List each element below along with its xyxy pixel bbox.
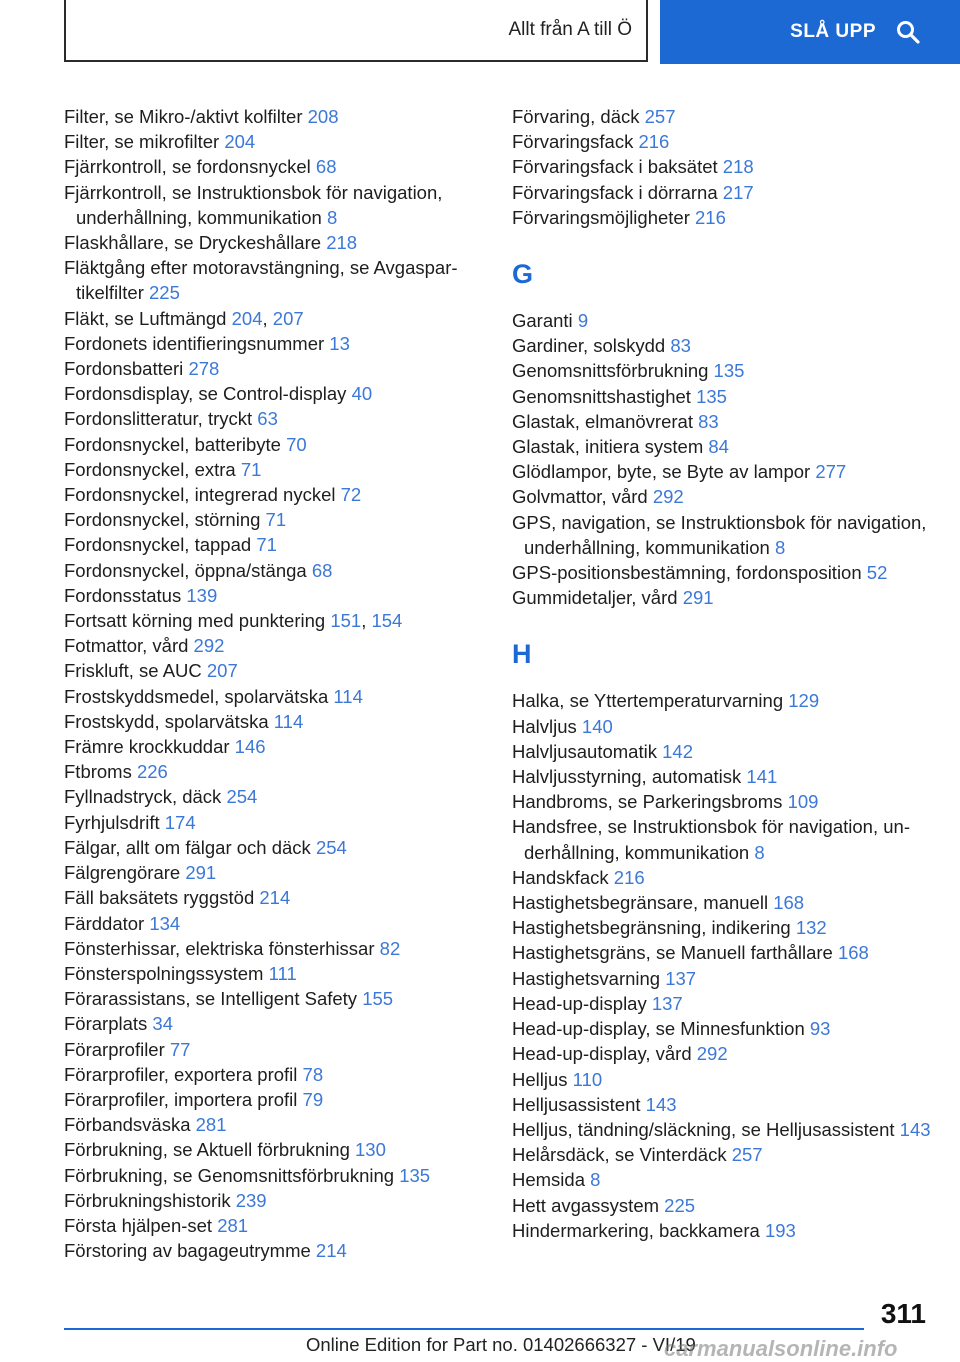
- index-term: Fälgrengörare: [64, 862, 186, 884]
- index-entry: [64, 129, 484, 154]
- index-entry: [512, 814, 932, 864]
- page-link[interactable]: 225: [664, 1194, 696, 1216]
- page-link[interactable]: 52: [866, 562, 888, 584]
- index-term: Hett avgassystem: [512, 1194, 665, 1216]
- index-term: Förarassistans, se Intelligent Safety: [64, 988, 363, 1010]
- index-entry: [64, 911, 484, 936]
- page-link[interactable]: 208: [307, 106, 339, 127]
- index-entry: [512, 1016, 932, 1041]
- index-entry: [64, 961, 484, 986]
- index-entry: [64, 482, 484, 507]
- page-link[interactable]: 239: [235, 1189, 267, 1211]
- index-entry: [64, 331, 484, 356]
- index-entry: [512, 434, 932, 459]
- page-link[interactable]: 139: [186, 584, 218, 606]
- index-term: Förvaringsfack: [512, 131, 639, 153]
- index-term: Fäll baksätets ryggstöd: [64, 887, 260, 909]
- index-entry: [64, 936, 484, 961]
- index-entry: [64, 1037, 484, 1062]
- page-link[interactable]: 111: [268, 962, 297, 984]
- index-term: Filter, se Mikro-/aktivt kolfilter: [64, 106, 308, 127]
- index-term: Halvljusautomatik: [512, 740, 663, 762]
- page-link[interactable]: 77: [169, 1038, 191, 1060]
- page-link[interactable]: 154: [371, 610, 403, 632]
- index-entry: [64, 532, 484, 557]
- index-column-right: [512, 104, 932, 1243]
- index-column-left: [64, 104, 484, 1263]
- index-term: Hastighetsvarning: [512, 967, 666, 989]
- index-term: Glastak, elmanövrerat: [512, 410, 699, 432]
- page-link[interactable]: 281: [195, 1114, 227, 1136]
- index-entry: [64, 658, 484, 683]
- index-entry: [512, 384, 932, 409]
- page-link[interactable]: 254: [315, 836, 347, 858]
- index-entry: [512, 484, 932, 509]
- index-term: Gummidetaljer, vård: [512, 587, 683, 609]
- page-link[interactable]: 134: [149, 912, 181, 934]
- index-term: Hastighetsbegränsare, manuell: [512, 892, 774, 914]
- index-group-h: [512, 688, 932, 1242]
- index-term: Fordonslitteratur, tryckt: [64, 408, 258, 430]
- page-link[interactable]: 79: [302, 1088, 324, 1110]
- page-link[interactable]: 71: [256, 534, 277, 556]
- index-entry: [512, 1142, 932, 1167]
- search-tab[interactable]: [660, 0, 960, 64]
- index-term: Fordonsnyckel, störning: [64, 509, 266, 531]
- index-entry: [512, 714, 932, 739]
- section-letter-g: G: [512, 259, 534, 290]
- index-entry: [512, 739, 932, 764]
- page-link[interactable]: 291: [185, 862, 217, 884]
- index-entry: [64, 457, 484, 482]
- index-term: Ftbroms: [64, 761, 137, 783]
- page-link[interactable]: 204: [224, 131, 256, 153]
- page-link[interactable]: 207: [272, 307, 304, 329]
- index-group-f-continued: [512, 104, 932, 230]
- index-entry: [64, 406, 484, 431]
- index-term: Fönsterhissar, elektriska fönsterhissar: [64, 937, 380, 959]
- page-link[interactable]: 141: [746, 766, 778, 788]
- index-entry: [64, 1011, 484, 1036]
- index-term: Halka, se Yttertemperaturvarning: [512, 690, 789, 712]
- page-link[interactable]: 225: [149, 282, 180, 304]
- index-term: Hastighetsbegränsning, indikering: [512, 917, 796, 939]
- index-term: Förvaringsfack i baksätet: [512, 156, 723, 178]
- index-entry: [64, 1188, 484, 1213]
- page-link[interactable]: 34: [152, 1013, 173, 1035]
- index-entry: [512, 1092, 932, 1117]
- index-term: Fordonsnyckel, öppna/stänga: [64, 559, 312, 581]
- index-term: Förbandsväska: [64, 1114, 196, 1136]
- index-term: Hemsida: [512, 1169, 591, 1191]
- index-term: Främre krockkuddar: [64, 736, 235, 758]
- index-entry: [512, 129, 932, 154]
- index-entry: [64, 860, 484, 885]
- index-entry: [64, 1112, 484, 1137]
- index-entry: [512, 205, 932, 230]
- footer-divider: [64, 1328, 864, 1330]
- index-entry: [64, 633, 484, 658]
- page-link[interactable]: 40: [351, 383, 373, 405]
- index-term: Förvaringsmöjligheter: [512, 206, 696, 228]
- index-entry: [512, 915, 932, 940]
- page-link[interactable]: 143: [645, 1093, 677, 1115]
- index-term: Friskluft, se AUC: [64, 660, 207, 682]
- index-entry: [512, 180, 932, 205]
- page-link[interactable]: 132: [795, 917, 827, 939]
- page-link[interactable]: 214: [259, 887, 291, 909]
- index-entry: [64, 608, 484, 633]
- page-link[interactable]: 277: [815, 461, 847, 483]
- index-term: Första hjälpen-set: [64, 1214, 218, 1236]
- page-link[interactable]: 83: [698, 410, 719, 432]
- index-term: Fotmattor, vård: [64, 635, 194, 657]
- page-link[interactable]: 292: [193, 635, 225, 657]
- index-entry: [64, 734, 484, 759]
- index-entry: [64, 885, 484, 910]
- index-term: Fortsatt körning med punktering: [64, 610, 331, 632]
- search-icon: [896, 20, 920, 44]
- index-entry: [64, 684, 484, 709]
- index-term: Helljus: [512, 1068, 573, 1090]
- index-entry: [512, 1041, 932, 1066]
- page-link[interactable]: 93: [809, 1018, 831, 1040]
- index-term: Fordonsstatus: [64, 584, 187, 606]
- page-link[interactable]: 83: [670, 335, 691, 357]
- index-entry: [512, 585, 932, 610]
- index-entry: [512, 1193, 932, 1218]
- index-term: Förbrukning, se Aktuell förbrukning: [64, 1139, 356, 1161]
- index-term: Fälgar, allt om fälgar och däck: [64, 836, 316, 858]
- index-term: Handskfack: [512, 866, 614, 888]
- page-link[interactable]: 110: [572, 1068, 603, 1090]
- index-term: Fordonsnyckel, integrerad nyckel: [64, 484, 341, 506]
- page-link[interactable]: 254: [226, 786, 258, 808]
- index-term: Fjärrkontroll, se fordonsnyckel: [64, 156, 316, 178]
- page-link[interactable]: 114: [333, 685, 363, 707]
- index-entry: [512, 991, 932, 1016]
- index-entry: [512, 510, 932, 560]
- index-term: Fyllnadstryck, däck: [64, 786, 227, 808]
- index-entry: [512, 688, 932, 713]
- page-link[interactable]: 292: [652, 486, 684, 508]
- page-link[interactable]: 207: [206, 660, 238, 682]
- index-term: GPS, navigation, se Instruktionsbok för navigation, underhållning, kommunikation: [512, 511, 927, 558]
- index-term: Förarplats: [64, 1013, 153, 1035]
- index-term: Fordonsnyckel, tappad: [64, 534, 257, 556]
- index-entry: [512, 104, 932, 129]
- page-link[interactable]: 8: [754, 841, 765, 863]
- page-link[interactable]: 84: [708, 436, 729, 458]
- index-entry: [512, 940, 932, 965]
- index-entry: [512, 1167, 932, 1192]
- index-entry: [64, 1062, 484, 1087]
- index-term: Gardiner, solskydd: [512, 335, 671, 357]
- index-term: Glastak, initiera system: [512, 436, 709, 458]
- page-link[interactable]: 142: [662, 740, 693, 762]
- page-link[interactable]: 114: [273, 710, 304, 732]
- page-link[interactable]: 143: [899, 1118, 931, 1140]
- index-term: Golvmattor, vård: [512, 486, 653, 508]
- index-entry: [512, 333, 932, 358]
- page-link[interactable]: 155: [362, 988, 394, 1010]
- index-term: Fläkt, se Luftmängd: [64, 307, 232, 329]
- page-link[interactable]: 278: [188, 358, 220, 380]
- index-term: Förvaring, däck: [512, 106, 645, 127]
- index-term: Hastighetsgräns, se Manuell farthållare: [512, 942, 838, 964]
- index-term: Glödlampor, byte, se Byte av lampor: [512, 461, 816, 483]
- page-link[interactable]: 217: [722, 181, 754, 203]
- index-entry: [512, 358, 932, 383]
- index-entry: [64, 432, 484, 457]
- page-link[interactable]: 216: [695, 206, 726, 228]
- index-term: Helljus, tändning/släckning, se Helljusassistent: [512, 1118, 900, 1140]
- search-tab-label: SLÅ UPP: [790, 21, 876, 42]
- page-link[interactable]: 135: [713, 360, 745, 382]
- index-entry: [512, 966, 932, 991]
- index-term: Förvaringsfack i dörrarna: [512, 181, 723, 203]
- page-link[interactable]: 71: [240, 458, 262, 480]
- index-term: Fordonsnyckel, extra: [64, 458, 241, 480]
- page-link[interactable]: 78: [302, 1063, 324, 1085]
- index-entry: [512, 1218, 932, 1243]
- index-term: Handsfree, se Instruktionsbok för navigation, underhållning, kommunikation: [512, 816, 910, 863]
- index-term: Förarprofiler, exportera profil: [64, 1063, 303, 1085]
- index-term: Handbroms, se Parkeringsbroms: [512, 791, 788, 813]
- page-link[interactable]: 151: [330, 610, 362, 632]
- page-link[interactable]: 63: [257, 408, 278, 430]
- index-term: Fläktgång efter motoravstängning, se Avgaspartikelfilter: [64, 257, 458, 304]
- index-entry: [64, 1087, 484, 1112]
- page-link[interactable]: 193: [764, 1219, 796, 1241]
- index-term: Fordonets identifieringsnummer: [64, 332, 330, 354]
- index-term: Förarprofiler: [64, 1038, 170, 1060]
- page-link[interactable]: 72: [340, 484, 362, 506]
- index-tab-label: Allt från A till Ö: [508, 19, 632, 40]
- index-term: Head-up-display, vård: [512, 1043, 697, 1065]
- page-link[interactable]: 281: [217, 1214, 249, 1236]
- index-entry: [64, 1163, 484, 1188]
- index-entry: [512, 890, 932, 915]
- index-entry: [64, 759, 484, 784]
- page-link[interactable]: 218: [326, 232, 358, 254]
- page-separator: ,: [262, 307, 273, 329]
- page-link[interactable]: 9: [577, 310, 589, 332]
- page-link[interactable]: 216: [638, 131, 670, 153]
- index-term: Helljusassistent: [512, 1093, 646, 1115]
- index-term: Hindermarkering, backkamera: [512, 1219, 765, 1241]
- index-entry: [64, 255, 484, 305]
- index-tab[interactable]: [64, 0, 648, 62]
- page-link[interactable]: 257: [731, 1144, 763, 1166]
- index-entry: [64, 180, 484, 230]
- index-term: Förbrukning, se Genomsnittsförbrukning: [64, 1164, 400, 1186]
- page-link[interactable]: 71: [265, 509, 287, 531]
- index-entry: [64, 1238, 484, 1263]
- index-entry: [64, 154, 484, 179]
- index-entry: [64, 558, 484, 583]
- index-term: Förbrukningshistorik: [64, 1189, 236, 1211]
- footer-edition: Online Edition for Part no. 01402666327 - VI/19: [306, 1334, 696, 1355]
- index-term: Head-up-display, se Minnesfunktion: [512, 1018, 810, 1040]
- index-entry: [512, 1117, 932, 1142]
- index-term: Frostskyddsmedel, spolarvätska: [64, 685, 334, 707]
- index-term: Garanti: [512, 310, 578, 332]
- index-entry: [512, 560, 932, 585]
- page-link[interactable]: 82: [379, 937, 401, 959]
- index-term: Färddator: [64, 912, 150, 934]
- index-term: Fjärrkontroll, se Instruktionsbok för navigation, underhållning, kommunikation: [64, 181, 443, 228]
- page-link[interactable]: 140: [581, 715, 613, 737]
- page-link[interactable]: 226: [136, 761, 168, 783]
- index-term: Head-up-display: [512, 992, 652, 1014]
- page-link[interactable]: 168: [773, 892, 805, 914]
- index-term: Genomsnittshastighet: [512, 385, 697, 407]
- index-term: GPS-positionsbestämning, fordonsposition: [512, 562, 867, 584]
- index-entry: [512, 789, 932, 814]
- page-link[interactable]: 168: [837, 942, 869, 964]
- index-entry: [64, 583, 484, 608]
- page-link[interactable]: 214: [315, 1240, 347, 1262]
- index-term: Fönsterspolningssystem: [64, 962, 269, 984]
- index-entry: [64, 784, 484, 809]
- index-term: Halvljusstyrning, automatisk: [512, 766, 747, 788]
- index-entry: [64, 709, 484, 734]
- page-link[interactable]: 218: [722, 156, 754, 178]
- index-entry: [64, 356, 484, 381]
- page-link[interactable]: 257: [644, 106, 676, 127]
- index-entry: [512, 409, 932, 434]
- index-entry: [512, 865, 932, 890]
- index-group-g: [512, 308, 932, 610]
- page-link[interactable]: 174: [164, 811, 196, 833]
- page-link[interactable]: 135: [399, 1164, 431, 1186]
- index-entry: [512, 308, 932, 333]
- page-link[interactable]: 8: [326, 206, 338, 228]
- page-link[interactable]: 146: [234, 736, 266, 758]
- page-link[interactable]: 8: [774, 536, 786, 558]
- index-entry: [64, 835, 484, 860]
- page-link[interactable]: 216: [613, 866, 645, 888]
- index-term: Fordonsdisplay, se Control-display: [64, 383, 352, 405]
- page-link[interactable]: 137: [665, 967, 697, 989]
- page-link[interactable]: 137: [651, 992, 683, 1014]
- index-entry: [512, 764, 932, 789]
- page-link[interactable]: 109: [787, 791, 819, 813]
- index-term: Halvljus: [512, 715, 582, 737]
- index-term: Förarprofiler, importera profil: [64, 1088, 303, 1110]
- index-term: Frostskydd, spolarvätska: [64, 710, 274, 732]
- page-link[interactable]: 292: [696, 1043, 728, 1065]
- page-link[interactable]: 130: [355, 1139, 386, 1161]
- index-entry: [64, 507, 484, 532]
- index-entry: [64, 230, 484, 255]
- page-link[interactable]: 135: [696, 385, 727, 407]
- index-entry: [512, 1067, 932, 1092]
- page-link[interactable]: 204: [231, 307, 263, 329]
- index-entry: [64, 986, 484, 1011]
- page-link[interactable]: 129: [788, 690, 820, 712]
- index-term: Filter, se mikrofilter: [64, 131, 225, 153]
- watermark: carmanualsonline.info: [664, 1336, 898, 1361]
- page-link[interactable]: 8: [590, 1169, 601, 1191]
- section-letter-h: H: [512, 639, 532, 670]
- index-entry: [64, 306, 484, 331]
- page-link[interactable]: 68: [311, 559, 333, 581]
- page-number: 311: [880, 1298, 926, 1329]
- index-entry: [64, 381, 484, 406]
- index-term: Helårsdäck, se Vinterdäck: [512, 1144, 732, 1166]
- page-link[interactable]: 70: [286, 433, 307, 455]
- index-entry: [64, 1137, 484, 1162]
- index-entry: [512, 459, 932, 484]
- index-term: Förstoring av bagageutrymme: [64, 1240, 316, 1262]
- index-term: Flaskhållare, se Dryckeshållare: [64, 232, 327, 254]
- index-entry: [64, 1213, 484, 1238]
- page-link[interactable]: 291: [682, 587, 714, 609]
- index-term: Fordonsnyckel, batteribyte: [64, 433, 287, 455]
- index-term: Genomsnittsförbrukning: [512, 360, 714, 382]
- page-link[interactable]: 68: [315, 156, 337, 178]
- top-navigation: [0, 0, 960, 66]
- index-term: Fordonsbatteri: [64, 358, 189, 380]
- index-term: Fyrhjulsdrift: [64, 811, 165, 833]
- page-separator: ,: [361, 610, 372, 632]
- page-link[interactable]: 13: [329, 332, 350, 354]
- index-entry: [512, 154, 932, 179]
- index-entry: [64, 104, 484, 129]
- index-entry: [64, 810, 484, 835]
